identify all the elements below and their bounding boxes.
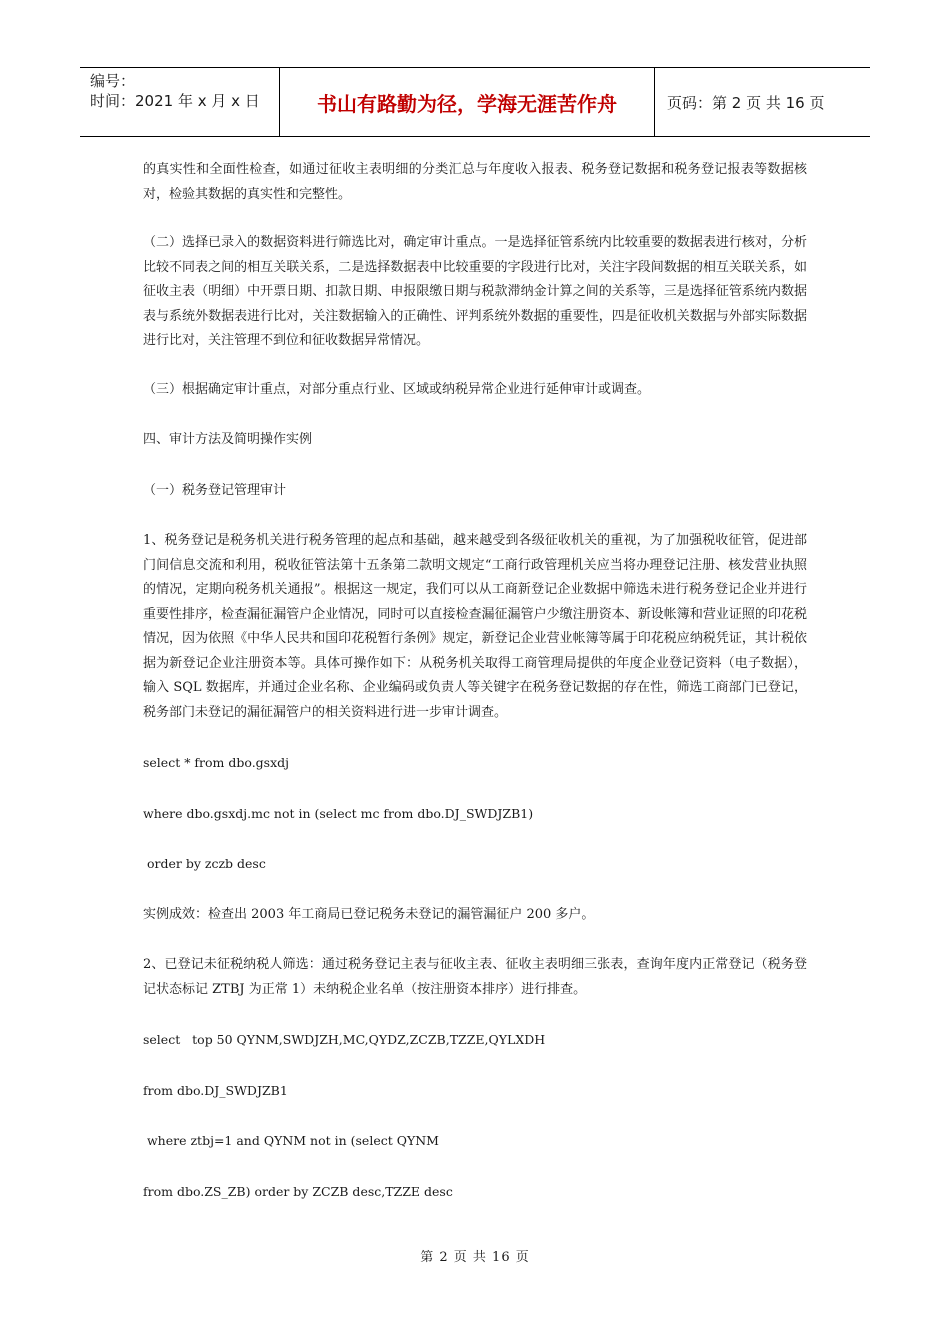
- paragraph: 2、已登记未征税纳税人筛选：通过税务登记主表与征收主表、征收主表明细三张表，查询年度内正常登记（税务登记状态标记 ZTBJ 为正常 1）未纳税企业名单（按注册资本排序）进行排查。: [143, 957, 807, 997]
- paragraph: 1、税务登记是税务机关进行税务管理的起点和基础，越来越受到各级征收机关的重视，为了加强税收征管，促进部门间信息交流和利用，税收征管法第十五条第二款明文规定“工商行政管理机关应当将办理登记注册、核发营业执照的情况，定期向税务机关通报”。根据这一规定，我们可以从工商新登记企业数据中筛选未进行税务登记企业并进行重要性排序，检查漏征漏管户企业情况，同时可以直接检查漏征漏管户少缴注册资本、新设帐簿和营业证照的印花税情况，因为依照《中华人民共和国印花税暂行条例》规定，新登记企业营业帐簿等属于印花税应纳税凭证，其计税依据为新登记企业注册资本等。具体可操作如下：从税务机关取得工商管理局提供的年度企业登记资料（电子数据），输入 SQL 数据库，并通过企业名称、企业编码或负责人等关键字在税务登记数据的存在性，筛选工商部门已登记，税务部门未登记的漏征漏管户的相关资料进行进一步审计调查。: [143, 533, 807, 720]
- paragraph: （三）根据确定审计重点，对部分重点行业、区域或纳税异常企业进行延伸审计或调查。: [143, 381, 651, 397]
- page-footer: 第 2 页 共 16 页: [420, 1250, 530, 1265]
- code-line: order by zczb desc: [143, 856, 266, 871]
- header-motto: 书山有路勤为径，学海无涯苦作舟: [280, 68, 655, 136]
- code-line: where ztbj=1 and QYNM not in (select QYNM: [143, 1133, 439, 1148]
- paragraph: （二）选择已录入的数据资料进行筛选比对，确定审计重点。一是选择征管系统内比较重要的数据表进行核对，分析比较不同表之间的相互关联关系，二是选择数据表中比较重要的字段进行比对，关注字段间数据的相互关联关系，如征收主表（明细）中开票日期、扣款日期、申报限缴日期与税款滞纳金计算之间的关系等，三是选择征管系统内数据表与系统外数据表进行比对，关注数据输入的正确性、评判系统外数据的重要性，四是征收机关数据与外部实际数据进行比对，关注管理不到位和征收数据异常情况。: [143, 235, 807, 348]
- number-label: 编号：: [90, 72, 136, 90]
- page-header: [80, 67, 870, 137]
- section-heading: 四、审计方法及简明操作实例: [143, 432, 313, 447]
- time-label: 时间：2021 年 x 月 x 日: [90, 92, 260, 110]
- header-info-cell: [80, 68, 280, 136]
- code-line: select * from dbo.gsxdj: [143, 755, 290, 770]
- paragraph: 的真实性和全面性检查，如通过征收主表明细的分类汇总与年度收入报表、税务登记数据和税务登记报表等数据核对，检验其数据的真实性和完整性。: [143, 162, 807, 202]
- code-line: select top 50 QYNM,SWDJZH,MC,QYDZ,ZCZB,TZZE,QYLXDH: [143, 1032, 546, 1047]
- document-body: [143, 158, 807, 1204]
- code-line: from dbo.ZS_ZB) order by ZCZB desc,TZZE desc: [143, 1183, 453, 1199]
- header-page-info: 页码：第 2 页 共 16 页: [667, 93, 825, 112]
- subsection-heading: （一）税务登记管理审计: [143, 482, 287, 498]
- code-line: where dbo.gsxdj.mc not in (select mc from dbo.DJ_SWDJZB1): [143, 805, 534, 821]
- paragraph: 实例成效：检查出 2003 年工商局已登记税务未登记的漏管漏征户 200 多户。: [143, 906, 595, 922]
- code-line: from dbo.DJ_SWDJZB1: [143, 1082, 288, 1098]
